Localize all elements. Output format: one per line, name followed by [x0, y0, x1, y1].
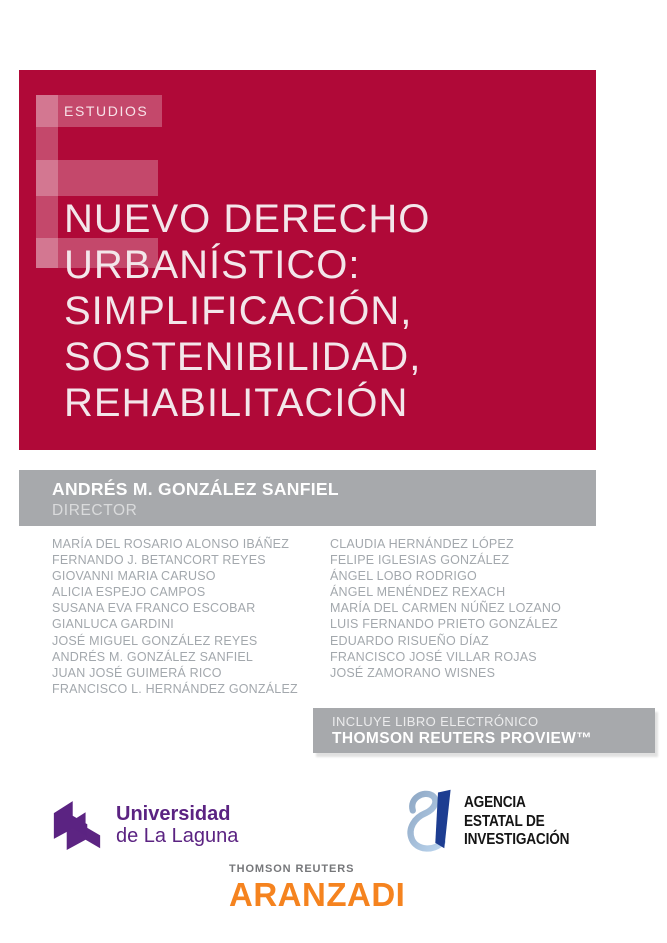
- aei-logo-line3: INVESTIGACIÓN: [464, 831, 570, 848]
- author-name: SUSANA EVA FRANCO ESCOBAR: [52, 601, 256, 616]
- author-name: CLAUDIA HERNÁNDEZ LÓPEZ: [330, 537, 514, 551]
- series-e-middle-arm: [36, 160, 158, 196]
- book-title-line: NUEVO DERECHO: [64, 197, 431, 241]
- author-name: MARÍA DEL ROSARIO ALONSO IBÁÑEZ: [52, 537, 290, 551]
- director-role: DIRECTOR: [52, 502, 138, 519]
- thomson-reuters-wordmark: THOMSON REUTERS: [229, 863, 355, 875]
- aei-logo-line1: AGENCIA: [464, 794, 526, 811]
- proview-badge: [313, 708, 655, 753]
- aei-logo-mark: [402, 787, 456, 861]
- director-name: ANDRÉS M. GONZÁLEZ SANFIEL: [52, 479, 339, 499]
- proview-badge-subtitle: INCLUYE LIBRO ELECTRÓNICO: [332, 714, 539, 729]
- author-name: FRANCISCO JOSÉ VILLAR ROJAS: [330, 649, 537, 664]
- author-name: ÁNGEL LOBO RODRIGO: [330, 569, 477, 584]
- director-bar: [19, 470, 596, 526]
- aranzadi-wordmark: ARANZADI: [229, 876, 406, 913]
- aei-logo: [402, 787, 584, 861]
- aei-logo-line2: ESTATAL DE: [464, 812, 545, 830]
- authors-list: [52, 536, 612, 697]
- author-name: LUIS FERNANDO PRIETO GONZÁLEZ: [330, 617, 558, 632]
- author-name: FELIPE IGLESIAS GONZÁLEZ: [330, 553, 510, 568]
- book-title-line: SIMPLIFICACIÓN,: [64, 289, 413, 333]
- publisher-lockup: [229, 863, 405, 913]
- book-title-line: REHABILITACIÓN: [64, 381, 409, 425]
- author-name: ALICIA ESPEJO CAMPOS: [52, 585, 206, 600]
- authors-column-left: [52, 536, 330, 697]
- proview-badge-title: THOMSON REUTERS PROVIEW™: [332, 730, 593, 747]
- author-name: EDUARDO RISUEÑO DÍAZ: [330, 633, 489, 648]
- author-name: GIANLUCA GARDINI: [52, 617, 174, 632]
- authors-column-right: [330, 536, 561, 697]
- author-name: ANDRÉS M. GONZÁLEZ SANFIEL: [52, 649, 254, 664]
- author-name: FERNANDO J. BETANCORT REYES: [52, 553, 266, 568]
- cover-red-panel: [19, 70, 596, 450]
- book-title: [64, 196, 430, 426]
- ull-logo: [53, 801, 238, 851]
- ull-logo-line1: Universidad: [116, 803, 231, 825]
- author-name: GIOVANNI MARIA CARUSO: [52, 569, 216, 584]
- series-label: ESTUDIOS: [64, 103, 149, 119]
- ull-logo-mark: [53, 801, 101, 851]
- book-title-line: SOSTENIBILIDAD,: [64, 335, 422, 379]
- ull-logo-text: [116, 801, 238, 847]
- author-name: JOSÉ MIGUEL GONZÁLEZ REYES: [52, 633, 258, 648]
- author-name: JUAN JOSÉ GUIMERÁ RICO: [52, 665, 222, 680]
- author-name: JOSÉ ZAMORANO WISNES: [330, 665, 496, 680]
- ull-logo-line2: de La Laguna: [116, 825, 239, 847]
- book-title-line: URBANÍSTICO:: [64, 243, 361, 287]
- author-name: ÁNGEL MENÉNDEZ REXACH: [330, 585, 506, 600]
- author-name: MARÍA DEL CARMEN NÚÑEZ LOZANO: [330, 601, 562, 616]
- author-name: FRANCISCO L. HERNÁNDEZ GONZÁLEZ: [52, 681, 298, 696]
- aei-logo-text: [464, 787, 569, 850]
